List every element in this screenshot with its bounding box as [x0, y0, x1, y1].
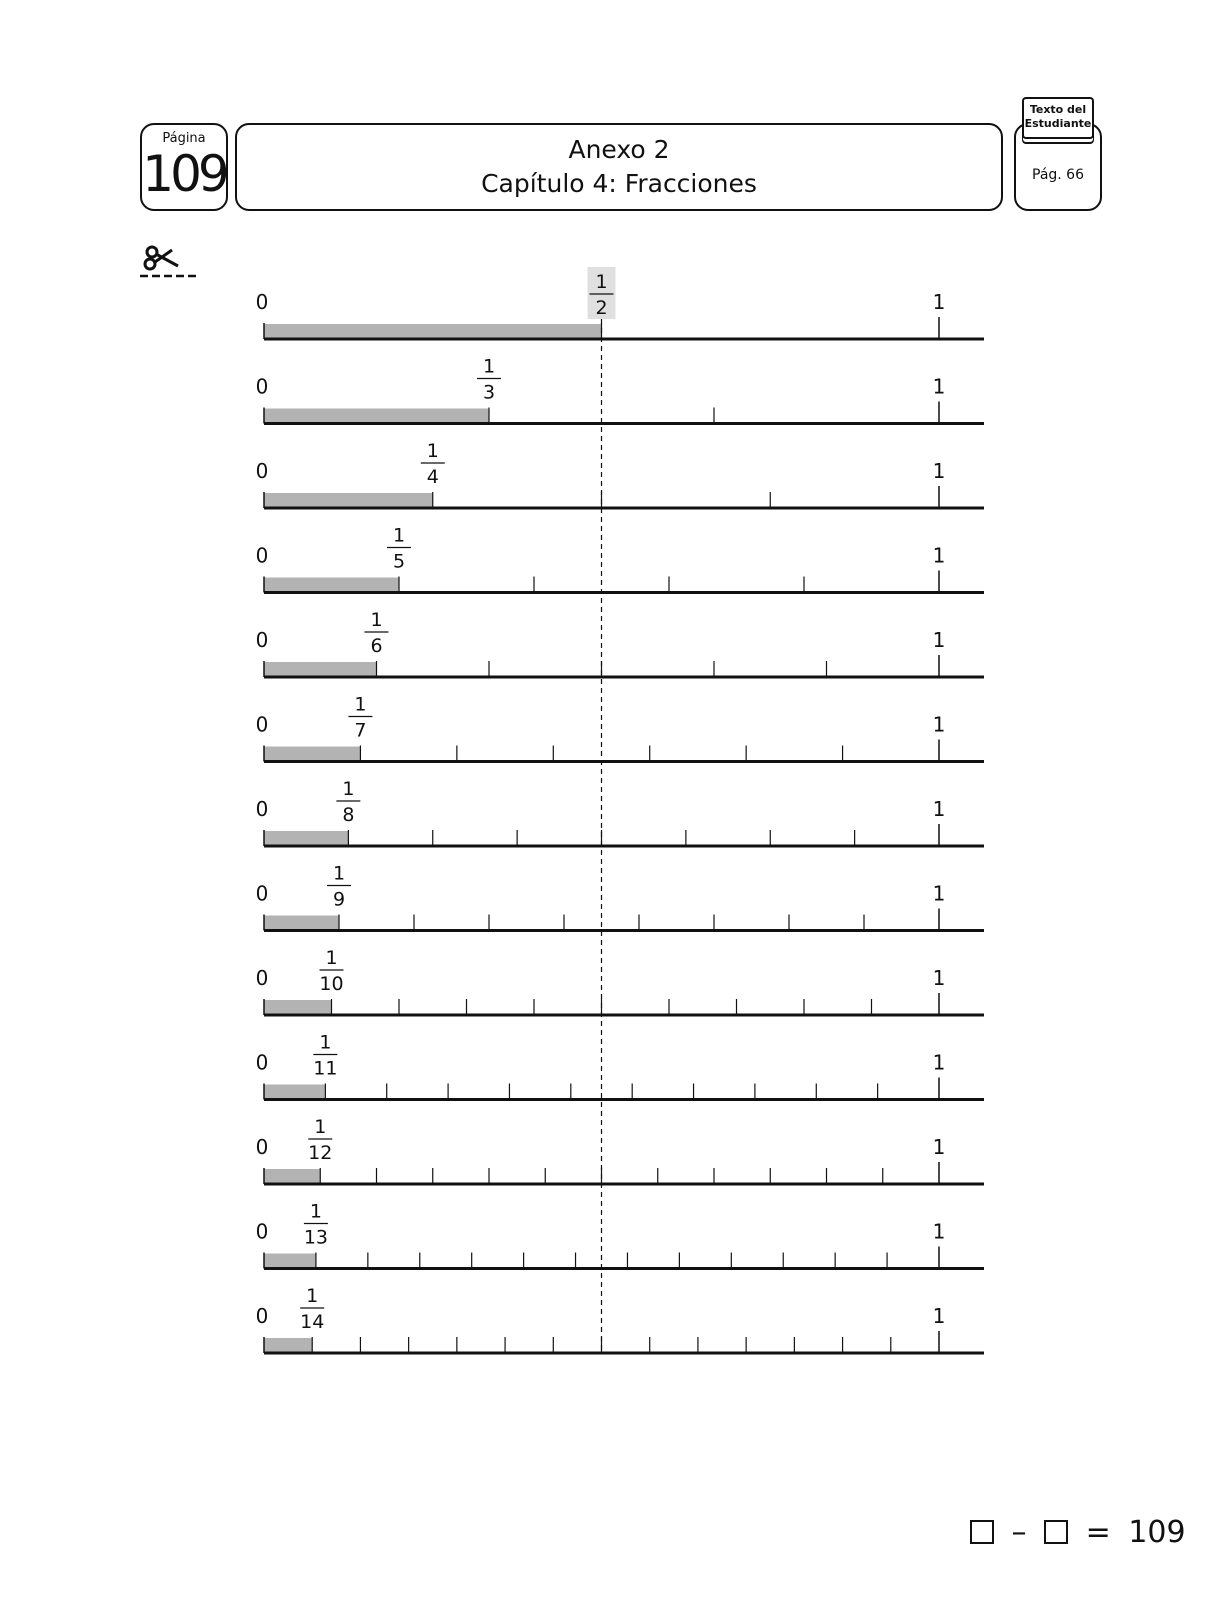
fraction-denominator-13: 13 — [303, 1226, 329, 1249]
fraction-numerator-8: 1 — [342, 778, 355, 800]
fraction-numerator-5: 1 — [392, 524, 406, 547]
label-zero-2: 0 — [255, 290, 269, 314]
fraction-denominator-2: 2 — [595, 297, 608, 319]
equals-sign: = — [1085, 1515, 1111, 1550]
unit-fraction-bar-12 — [264, 1169, 320, 1184]
label-zero-3: 0 — [255, 374, 269, 399]
fraction-numerator-9: 1 — [332, 862, 346, 885]
label-one-3: 1 — [932, 374, 946, 399]
page-label: Página — [162, 131, 206, 146]
label-one-7: 1 — [932, 712, 946, 737]
label-one-10: 1 — [932, 966, 946, 990]
fraction-denominator-5: 5 — [392, 550, 406, 573]
unit-fraction-bar-7 — [264, 747, 360, 762]
fraction-denominator-4: 4 — [426, 466, 439, 488]
fraction-denominator-10: 10 — [319, 973, 344, 995]
fraction-numerator-10: 1 — [325, 947, 338, 969]
chapter-title: Capítulo 4: Fracciones — [481, 169, 757, 198]
fraction-denominator-3: 3 — [482, 381, 496, 404]
fraction-denominator-8: 8 — [342, 804, 355, 826]
unit-fraction-bar-2 — [264, 324, 602, 339]
label-zero-7: 0 — [255, 712, 269, 737]
answer-box-1 — [970, 1520, 994, 1544]
label-one-13: 1 — [932, 1219, 946, 1244]
unit-fraction-bar-5 — [264, 578, 399, 593]
fraction-numerator-11: 1 — [319, 1031, 332, 1054]
unit-fraction-bar-13 — [264, 1254, 316, 1269]
fraction-denominator-14: 14 — [300, 1311, 325, 1333]
book-label-line1: Texto del — [1029, 103, 1087, 116]
fraction-numerator-14: 1 — [306, 1285, 319, 1307]
label-zero-6: 0 — [255, 628, 269, 652]
book-label-line2: Estudiante — [1024, 117, 1092, 130]
unit-fraction-bar-6 — [264, 662, 377, 677]
label-zero-4: 0 — [255, 459, 269, 483]
label-one-11: 1 — [932, 1050, 946, 1075]
label-one-4: 1 — [932, 459, 946, 483]
label-zero-8: 0 — [255, 797, 269, 821]
label-one-5: 1 — [932, 543, 946, 568]
unit-fraction-bar-4 — [264, 493, 433, 508]
label-zero-14: 0 — [255, 1304, 269, 1328]
label-one-6: 1 — [932, 628, 946, 652]
label-one-9: 1 — [932, 881, 946, 906]
fraction-denominator-6: 6 — [370, 635, 383, 657]
fraction-numerator-2: 1 — [595, 271, 608, 293]
label-one-14: 1 — [932, 1304, 946, 1328]
fraction-numerator-13: 1 — [309, 1200, 322, 1223]
label-zero-10: 0 — [255, 966, 269, 990]
fraction-numerator-7: 1 — [354, 693, 367, 716]
unit-fraction-bar-14 — [264, 1338, 312, 1353]
page-footer — [966, 1515, 1190, 1555]
annex-title: Anexo 2 — [568, 135, 670, 164]
fraction-denominator-9: 9 — [332, 888, 346, 911]
page-number: 109 — [142, 145, 226, 203]
fraction-denominator-7: 7 — [354, 719, 367, 742]
label-one-8: 1 — [932, 797, 946, 821]
label-zero-5: 0 — [255, 543, 269, 568]
unit-fraction-bar-10 — [264, 1000, 332, 1015]
fraction-denominator-11: 11 — [313, 1057, 338, 1080]
label-zero-12: 0 — [255, 1135, 269, 1159]
footer-number: 109 — [1128, 1515, 1186, 1550]
minus-sign: – — [1011, 1515, 1027, 1550]
textbook-page: Pág. 66 — [1032, 167, 1084, 183]
unit-fraction-bar-9 — [264, 916, 339, 931]
fraction-numerator-6: 1 — [370, 609, 383, 631]
unit-fraction-bar-3 — [264, 409, 489, 424]
fraction-numerator-12: 1 — [314, 1116, 327, 1138]
answer-box-2 — [1044, 1520, 1068, 1544]
label-zero-13: 0 — [255, 1219, 269, 1244]
fraction-numerator-3: 1 — [482, 355, 496, 378]
label-zero-9: 0 — [255, 881, 269, 906]
label-one-12: 1 — [932, 1135, 946, 1159]
label-zero-11: 0 — [255, 1050, 269, 1075]
unit-fraction-bar-8 — [264, 831, 348, 846]
fraction-denominator-12: 12 — [308, 1142, 333, 1164]
unit-fraction-bar-11 — [264, 1085, 325, 1100]
fraction-numerator-4: 1 — [426, 440, 439, 462]
label-one-2: 1 — [932, 290, 946, 314]
